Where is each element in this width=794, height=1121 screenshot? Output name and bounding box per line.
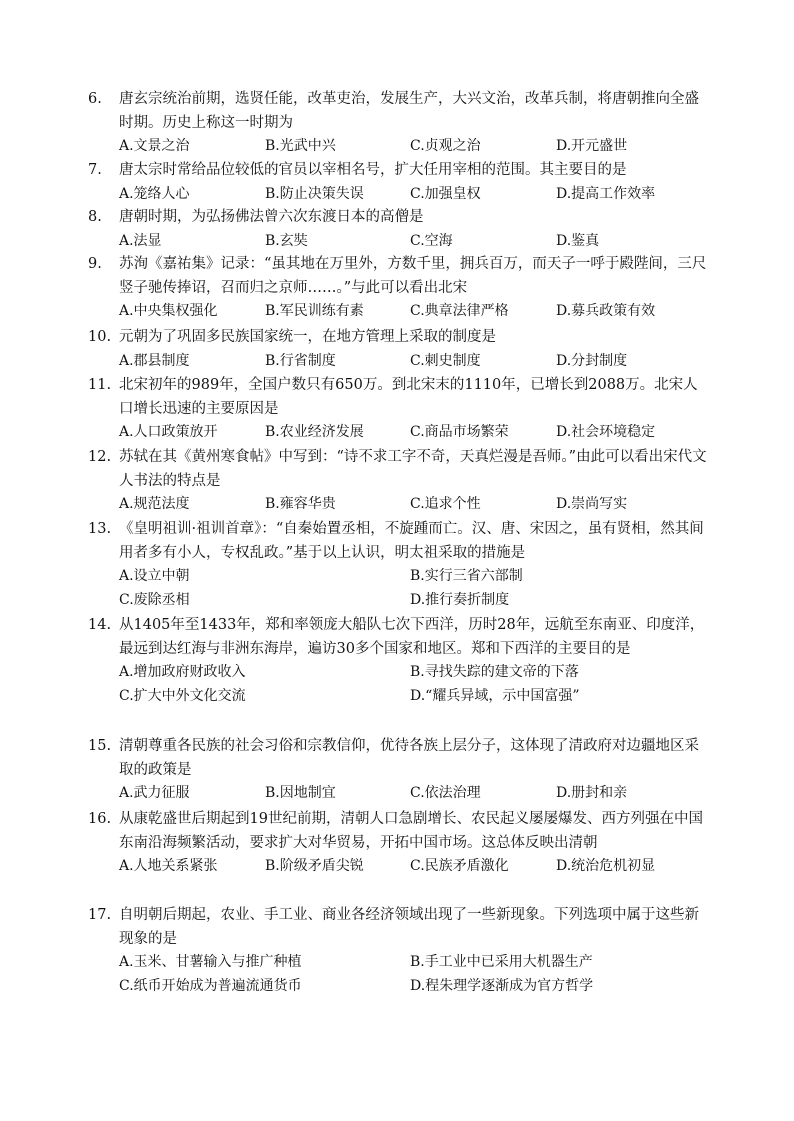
options bbox=[119, 565, 708, 612]
question-number: 9. bbox=[88, 256, 102, 272]
question-11 bbox=[88, 374, 708, 445]
option-c[interactable]: C.典章法律严格 bbox=[410, 303, 509, 319]
option-c[interactable]: C.贞观之治 bbox=[410, 138, 481, 154]
option-c[interactable]: C.空海 bbox=[410, 232, 453, 249]
question-stem: 《皇明祖训·祖训首章》：“自秦始置丞相，不旋踵而亡。汉、唐、宋因之，虽有贤相，然其间用者多有小人，专权乱政。”基于以上认识，明太祖采取的措施是 bbox=[119, 521, 704, 561]
options bbox=[119, 661, 708, 708]
option-a[interactable]: A.人地关系紧张 bbox=[119, 858, 218, 874]
option-b[interactable]: B.因地制宜 bbox=[265, 785, 336, 801]
options bbox=[119, 782, 708, 806]
question-stem: 唐朝时期，为弘扬佛法曾六次东渡日本的高僧是 bbox=[119, 209, 424, 225]
options bbox=[119, 855, 708, 879]
question-number: 14. bbox=[88, 617, 112, 633]
option-c[interactable]: C.加强皇权 bbox=[410, 185, 481, 202]
option-d[interactable]: D.统治危机初显 bbox=[556, 858, 656, 874]
option-d[interactable]: D.推行奏折制度 bbox=[410, 591, 510, 608]
options bbox=[119, 300, 708, 324]
option-a[interactable]: A.武力征服 bbox=[119, 785, 190, 801]
question-number: 11. bbox=[88, 377, 112, 393]
option-b[interactable]: B.寻找失踪的建文帝的下落 bbox=[410, 664, 579, 680]
question-number: 6. bbox=[88, 91, 102, 107]
option-b[interactable]: B.玄奘 bbox=[265, 232, 308, 249]
option-a[interactable]: A.设立中朝 bbox=[119, 568, 190, 584]
question-number: 7. bbox=[88, 162, 102, 178]
option-b[interactable]: B.军民训练有素 bbox=[265, 303, 364, 319]
option-d[interactable]: D.分封制度 bbox=[556, 352, 628, 369]
option-d[interactable]: D.鉴真 bbox=[556, 232, 600, 249]
question-stem: 清朝尊重各民族的社会习俗和宗教信仰，优待各族上层分子，这体现了清政府对边疆地区采取的政策是 bbox=[119, 738, 699, 778]
option-d[interactable]: D.提高工作效率 bbox=[556, 185, 656, 202]
question-stem: 元朝为了巩固多民族国家统一，在地方管理上采取的制度是 bbox=[119, 329, 496, 345]
option-d[interactable]: D.社会环境稳定 bbox=[556, 424, 656, 440]
options bbox=[119, 135, 708, 159]
question-8 bbox=[88, 206, 708, 253]
option-b[interactable]: B.农业经济发展 bbox=[265, 424, 364, 440]
question-16 bbox=[88, 808, 708, 879]
question-17 bbox=[88, 904, 708, 998]
option-a[interactable]: A.增加政府财政收入 bbox=[119, 664, 246, 680]
option-b[interactable]: B.防止决策失误 bbox=[265, 185, 364, 202]
options bbox=[119, 230, 708, 254]
option-a[interactable]: A.文景之治 bbox=[119, 138, 190, 154]
option-d[interactable]: D.册封和亲 bbox=[556, 785, 628, 801]
option-c[interactable]: C.扩大中外文化交流 bbox=[119, 687, 246, 704]
option-b[interactable]: B.雍容华贵 bbox=[265, 496, 336, 512]
option-b[interactable]: B.阶级矛盾尖锐 bbox=[265, 858, 364, 874]
option-c[interactable]: C.废除丞相 bbox=[119, 591, 190, 608]
option-d[interactable]: D.“耀兵异域，示中国富强” bbox=[410, 687, 580, 704]
option-b[interactable]: B.手工业中已采用大机器生产 bbox=[410, 954, 593, 970]
question-stem: 北宋初年的989年，全国户数只有650万。到北宋末的1110年，已增长到2088万。北宋人口增长迅速的主要原因是 bbox=[119, 377, 698, 417]
options bbox=[119, 493, 708, 517]
option-a[interactable]: A.中央集权强化 bbox=[119, 303, 218, 319]
option-b[interactable]: B.实行三省六部制 bbox=[410, 568, 523, 584]
question-10 bbox=[88, 326, 708, 373]
question-stem: 唐太宗时常给品位较低的官员以宰相名号，扩大任用宰相的范围。其主要目的是 bbox=[119, 162, 627, 178]
question-number: 17. bbox=[88, 907, 112, 923]
option-c[interactable]: C.追求个性 bbox=[410, 496, 481, 512]
options bbox=[119, 183, 708, 207]
option-d[interactable]: D.募兵政策有效 bbox=[556, 303, 656, 319]
option-a[interactable]: A.玉米、甘薯输入与推广种植 bbox=[119, 954, 302, 970]
question-9 bbox=[88, 253, 708, 324]
option-c[interactable]: C.纸币开始成为普遍流通货币 bbox=[119, 977, 302, 994]
options bbox=[119, 951, 708, 998]
question-stem: 从康乾盛世后期起到19世纪前期，清朝人口急剧增长、农民起义屡屡爆发、西方列强在中国东南沿海频繁活动，要求扩大对华贸易，开拓中国市场。这总体反映出清朝 bbox=[119, 811, 703, 851]
question-13 bbox=[88, 518, 708, 612]
question-number: 15. bbox=[88, 738, 112, 754]
question-12 bbox=[88, 446, 708, 517]
option-d[interactable]: D.崇尚写实 bbox=[556, 496, 628, 512]
option-c[interactable]: C.商品市场繁荣 bbox=[410, 424, 509, 440]
option-d[interactable]: D.开元盛世 bbox=[556, 138, 628, 154]
option-c[interactable]: C.依法治理 bbox=[410, 785, 481, 801]
question-number: 16. bbox=[88, 811, 112, 827]
option-a[interactable]: A.郡县制度 bbox=[119, 352, 190, 369]
option-c[interactable]: C.刺史制度 bbox=[410, 352, 481, 369]
question-number: 13. bbox=[88, 521, 112, 537]
option-d[interactable]: D.程朱理学逐渐成为官方哲学 bbox=[410, 977, 594, 994]
question-7 bbox=[88, 159, 708, 206]
question-15 bbox=[88, 735, 708, 806]
question-stem: 苏轼在其《黄州寒食帖》中写到：“诗不求工字不奇，天真烂漫是吾师。”由此可以看出宋代文人书法的特点是 bbox=[119, 449, 707, 489]
option-a[interactable]: A.笼络人心 bbox=[119, 185, 190, 202]
question-stem: 从1405年至1433年，郑和率领庞大船队七次下西洋，历时28年，远航至东南亚、印度洋，最远到达红海与非洲东海岸，遍访30多个国家和地区。郑和下西洋的主要目的是 bbox=[119, 617, 705, 657]
option-c[interactable]: C.民族矛盾激化 bbox=[410, 858, 509, 874]
question-number: 12. bbox=[88, 449, 112, 465]
question-6 bbox=[88, 88, 708, 159]
option-a[interactable]: A.规范法度 bbox=[119, 496, 190, 512]
option-b[interactable]: B.光武中兴 bbox=[265, 138, 336, 154]
options bbox=[119, 350, 708, 374]
question-14 bbox=[88, 614, 708, 708]
question-stem: 唐玄宗统治前期，选贤任能，改革吏治，发展生产，大兴文治，改革兵制，将唐朝推向全盛时期。历史上称这一时期为 bbox=[119, 91, 699, 131]
option-a[interactable]: A.法显 bbox=[119, 232, 162, 249]
question-stem: 自明朝后期起，农业、手工业、商业各经济领域出现了一些新现象。下列选项中属于这些新现象的是 bbox=[119, 907, 699, 947]
question-stem: 苏洵《嘉祐集》记录：“虽其地在万里外，方数千里，拥兵百万，而天子一呼于殿陛间，三尺竖子驰传捧诏，召而归之京师……。”与此可以看出北宋 bbox=[119, 256, 707, 296]
option-a[interactable]: A.人口政策放开 bbox=[119, 424, 218, 440]
option-b[interactable]: B.行省制度 bbox=[265, 352, 336, 369]
question-number: 8. bbox=[88, 209, 102, 225]
question-number: 10. bbox=[88, 329, 112, 345]
options bbox=[119, 421, 708, 445]
